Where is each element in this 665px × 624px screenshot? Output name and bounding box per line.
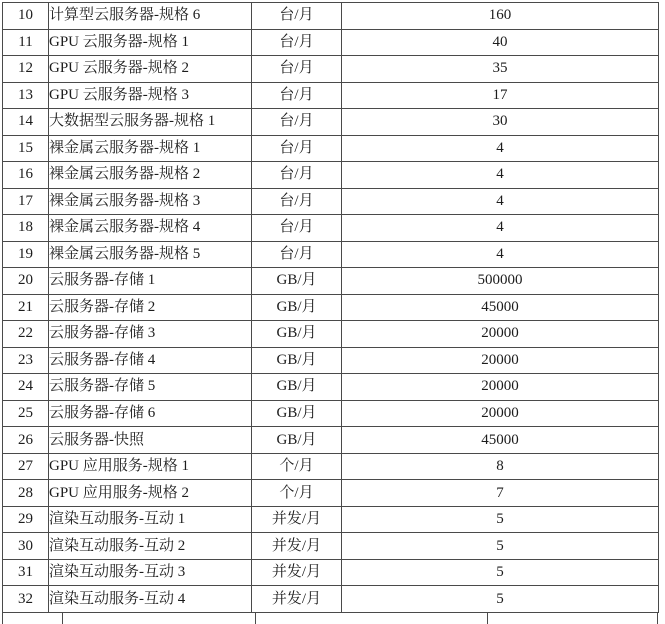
partial-cell bbox=[488, 613, 657, 624]
cell-row-number: 12 bbox=[3, 56, 49, 83]
cell-row-number: 30 bbox=[3, 533, 49, 560]
cell-unit: GB/月 bbox=[252, 427, 342, 454]
pricing-table-body bbox=[3, 3, 659, 613]
cell-quantity: 40 bbox=[342, 29, 659, 56]
table-row bbox=[3, 374, 659, 401]
cell-item-name: 裸金属云服务器-规格 3 bbox=[49, 188, 252, 215]
cell-row-number: 27 bbox=[3, 453, 49, 480]
cell-row-number: 28 bbox=[3, 480, 49, 507]
cell-unit: GB/月 bbox=[252, 268, 342, 295]
cell-quantity: 35 bbox=[342, 56, 659, 83]
cell-quantity: 4 bbox=[342, 188, 659, 215]
table-row bbox=[3, 241, 659, 268]
table-row bbox=[3, 162, 659, 189]
cell-quantity: 500000 bbox=[342, 268, 659, 295]
table-row bbox=[3, 56, 659, 83]
partial-cell bbox=[3, 613, 63, 624]
cell-item-name: 渲染互动服务-互动 4 bbox=[49, 586, 252, 613]
cell-unit: 台/月 bbox=[252, 162, 342, 189]
cell-item-name: GPU 云服务器-规格 3 bbox=[49, 82, 252, 109]
cell-quantity: 4 bbox=[342, 162, 659, 189]
table-row bbox=[3, 268, 659, 295]
cell-item-name: 云服务器-快照 bbox=[49, 427, 252, 454]
cell-quantity: 5 bbox=[342, 506, 659, 533]
partial-cell bbox=[256, 613, 488, 624]
cell-quantity: 5 bbox=[342, 559, 659, 586]
cell-quantity: 5 bbox=[342, 586, 659, 613]
cell-quantity: 4 bbox=[342, 135, 659, 162]
cell-quantity: 20000 bbox=[342, 347, 659, 374]
cell-row-number: 24 bbox=[3, 374, 49, 401]
cell-row-number: 16 bbox=[3, 162, 49, 189]
cell-item-name: 裸金属云服务器-规格 4 bbox=[49, 215, 252, 242]
cell-unit: GB/月 bbox=[252, 321, 342, 348]
cell-row-number: 26 bbox=[3, 427, 49, 454]
cell-row-number: 19 bbox=[3, 241, 49, 268]
cell-unit: GB/月 bbox=[252, 374, 342, 401]
table-row bbox=[3, 480, 659, 507]
cell-quantity: 17 bbox=[342, 82, 659, 109]
table-row bbox=[3, 215, 659, 242]
table-row bbox=[3, 427, 659, 454]
cell-unit: 台/月 bbox=[252, 82, 342, 109]
cell-unit: 并发/月 bbox=[252, 586, 342, 613]
cell-row-number: 10 bbox=[3, 3, 49, 30]
cell-item-name: 云服务器-存储 2 bbox=[49, 294, 252, 321]
cell-item-name: 计算型云服务器-规格 6 bbox=[49, 3, 252, 30]
cell-quantity: 30 bbox=[342, 109, 659, 136]
cell-unit: 个/月 bbox=[252, 480, 342, 507]
cell-unit: 台/月 bbox=[252, 29, 342, 56]
cell-quantity: 20000 bbox=[342, 321, 659, 348]
cell-row-number: 22 bbox=[3, 321, 49, 348]
cell-unit: 台/月 bbox=[252, 215, 342, 242]
cell-unit: 并发/月 bbox=[252, 533, 342, 560]
cell-unit: 台/月 bbox=[252, 56, 342, 83]
table-row bbox=[3, 29, 659, 56]
cell-item-name: 裸金属云服务器-规格 1 bbox=[49, 135, 252, 162]
table-row bbox=[3, 506, 659, 533]
cell-item-name: GPU 应用服务-规格 1 bbox=[49, 453, 252, 480]
partial-cell bbox=[63, 613, 256, 624]
table-row bbox=[3, 109, 659, 136]
cell-item-name: GPU 云服务器-规格 1 bbox=[49, 29, 252, 56]
cell-row-number: 18 bbox=[3, 215, 49, 242]
cell-quantity: 8 bbox=[342, 453, 659, 480]
cell-unit: 台/月 bbox=[252, 109, 342, 136]
cell-row-number: 17 bbox=[3, 188, 49, 215]
cell-quantity: 4 bbox=[342, 241, 659, 268]
cell-item-name: 渲染互动服务-互动 3 bbox=[49, 559, 252, 586]
cell-quantity: 5 bbox=[342, 533, 659, 560]
cell-item-name: 渲染互动服务-互动 1 bbox=[49, 506, 252, 533]
cell-row-number: 14 bbox=[3, 109, 49, 136]
table-row bbox=[3, 400, 659, 427]
cell-item-name: 云服务器-存储 4 bbox=[49, 347, 252, 374]
table-row bbox=[3, 586, 659, 613]
table-row bbox=[3, 188, 659, 215]
cell-item-name: 云服务器-存储 6 bbox=[49, 400, 252, 427]
cell-row-number: 29 bbox=[3, 506, 49, 533]
table-row bbox=[3, 82, 659, 109]
cell-unit: 台/月 bbox=[252, 188, 342, 215]
cell-item-name: 云服务器-存储 3 bbox=[49, 321, 252, 348]
cell-row-number: 20 bbox=[3, 268, 49, 295]
cell-quantity: 20000 bbox=[342, 374, 659, 401]
cell-row-number: 21 bbox=[3, 294, 49, 321]
table-row bbox=[3, 559, 659, 586]
table-row bbox=[3, 347, 659, 374]
pricing-table bbox=[2, 2, 659, 613]
table-row bbox=[3, 3, 659, 30]
cell-row-number: 23 bbox=[3, 347, 49, 374]
cell-item-name: 大数据型云服务器-规格 1 bbox=[49, 109, 252, 136]
cell-row-number: 31 bbox=[3, 559, 49, 586]
cell-unit: 个/月 bbox=[252, 453, 342, 480]
cell-item-name: 渲染互动服务-互动 2 bbox=[49, 533, 252, 560]
cell-item-name: GPU 应用服务-规格 2 bbox=[49, 480, 252, 507]
cell-unit: 并发/月 bbox=[252, 506, 342, 533]
table-row bbox=[3, 135, 659, 162]
cell-row-number: 32 bbox=[3, 586, 49, 613]
cell-unit: GB/月 bbox=[252, 294, 342, 321]
cell-row-number: 15 bbox=[3, 135, 49, 162]
cell-item-name: 裸金属云服务器-规格 2 bbox=[49, 162, 252, 189]
cell-item-name: 裸金属云服务器-规格 5 bbox=[49, 241, 252, 268]
cell-item-name: GPU 云服务器-规格 2 bbox=[49, 56, 252, 83]
cell-unit: GB/月 bbox=[252, 347, 342, 374]
cell-unit: 台/月 bbox=[252, 3, 342, 30]
cell-unit: 台/月 bbox=[252, 135, 342, 162]
cell-quantity: 160 bbox=[342, 3, 659, 30]
next-table-partial-row bbox=[2, 613, 658, 624]
table-row bbox=[3, 453, 659, 480]
cell-quantity: 20000 bbox=[342, 400, 659, 427]
cell-unit: 并发/月 bbox=[252, 559, 342, 586]
cell-quantity: 45000 bbox=[342, 294, 659, 321]
cell-unit: 台/月 bbox=[252, 241, 342, 268]
cell-unit: GB/月 bbox=[252, 400, 342, 427]
table-row bbox=[3, 321, 659, 348]
table-row bbox=[3, 533, 659, 560]
cell-quantity: 45000 bbox=[342, 427, 659, 454]
table-row bbox=[3, 294, 659, 321]
cell-row-number: 13 bbox=[3, 82, 49, 109]
cell-item-name: 云服务器-存储 5 bbox=[49, 374, 252, 401]
cell-item-name: 云服务器-存储 1 bbox=[49, 268, 252, 295]
cell-quantity: 4 bbox=[342, 215, 659, 242]
cell-row-number: 25 bbox=[3, 400, 49, 427]
cell-row-number: 11 bbox=[3, 29, 49, 56]
cell-quantity: 7 bbox=[342, 480, 659, 507]
